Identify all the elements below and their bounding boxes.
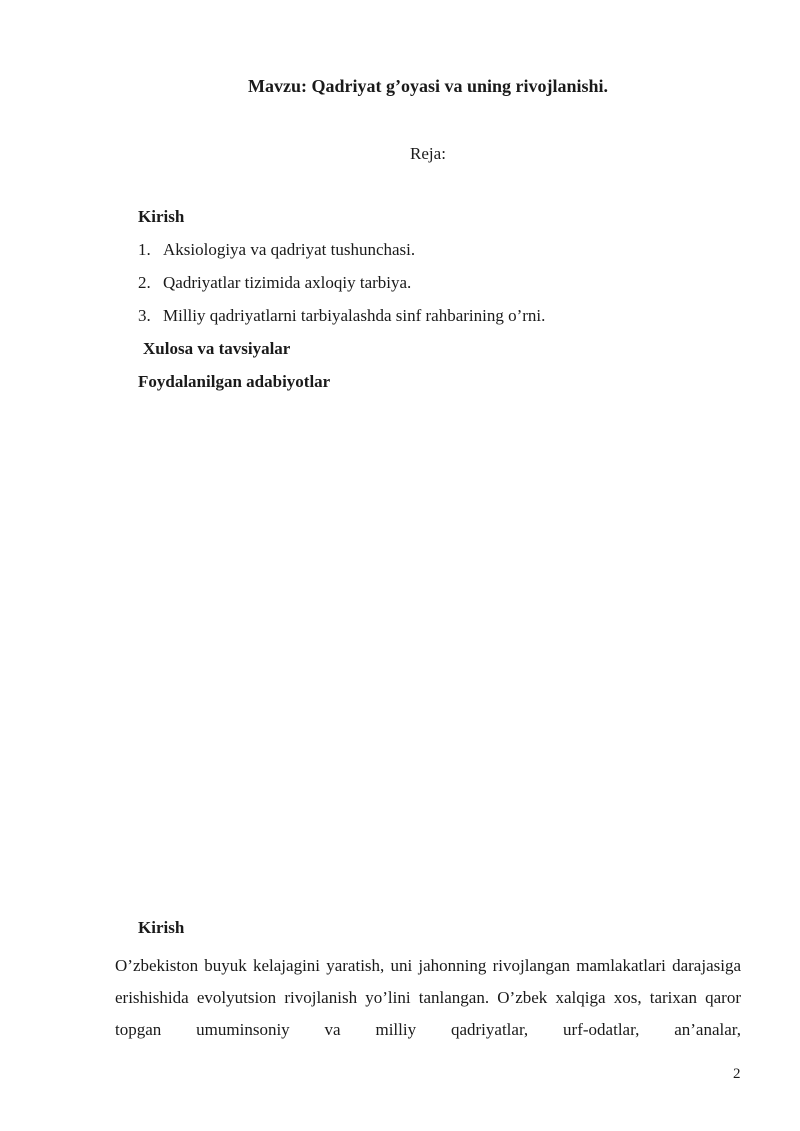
section-heading: Kirish — [138, 918, 185, 937]
toc-item-number: 3. — [138, 306, 151, 325]
page-title: Mavzu: Qadriyat g’oyasi va uning rivojlanishi. — [247, 76, 609, 96]
toc-item-text: Aksiologiya va qadriyat tushunchasi. — [163, 240, 416, 259]
toc-conclusion: Xulosa va tavsiyalar — [143, 339, 291, 358]
body-paragraph: O’zbekiston buyuk kelajagini yaratish, uni jahonning rivojlangan mamlakatlari darajasiga erishishida evolyutsion rivojlanish yo’lini tanlangan. O’zbek xalqiga xos, tarixan qaror topgan umuminsoniy va milliy qadriyatlar, urf-odatlar, an’analar, — [115, 956, 741, 1039]
toc-intro: Kirish — [138, 207, 185, 226]
page-number: 2 — [733, 1066, 741, 1082]
toc-item-number: 1. — [138, 240, 151, 259]
toc-item — [138, 271, 545, 304]
toc-references: Foydalanilgan adabiyotlar — [138, 372, 331, 391]
toc-item-text: Qadriyatlar tizimida axloqiy tarbiya. — [163, 273, 412, 292]
table-of-contents — [138, 205, 545, 403]
toc-item — [138, 304, 545, 337]
toc-item — [138, 238, 545, 271]
plan-heading: Reja: — [410, 144, 446, 163]
toc-item-number: 2. — [138, 273, 151, 292]
toc-item-text: Milliy qadriyatlarni tarbiyalashda sinf rahbarining o’rni. — [163, 306, 546, 325]
